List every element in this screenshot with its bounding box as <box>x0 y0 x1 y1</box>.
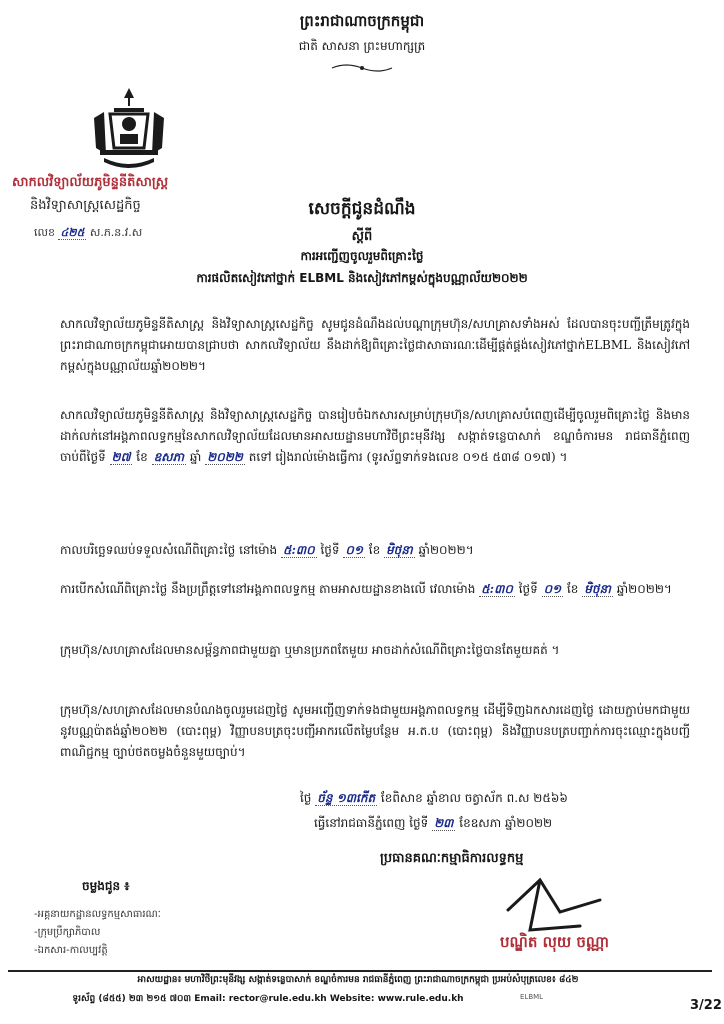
paragraph-documents <box>60 405 690 468</box>
subject-line-2: ការផលិតសៀវភៅថ្នាក់ ELBML និងសៀវភៅកម្ពស់ក្នុងបណ្ណាល័យ២០២២ <box>196 271 528 285</box>
handwritten-month: ឧសភា <box>153 450 185 464</box>
text-span: ថ្ងៃ <box>300 791 312 805</box>
ornament-divider-icon <box>330 62 394 74</box>
paragraph-deadline <box>60 540 690 561</box>
handwritten-day: ០១ <box>345 543 363 557</box>
text-span: ខែ <box>368 543 381 557</box>
text-span: ខែឧសភា ឆ្នាំ២០២២ <box>459 816 553 830</box>
handwritten-time: ៥:៣០ <box>282 543 315 557</box>
ref-label: លេខ <box>34 226 55 239</box>
footer-tiny-note: ELBML <box>520 993 544 1001</box>
paragraph-intro: សាកលវិទ្យាល័យភូមិន្ទនីតិសាស្ត្រ និងវិទ្យាសាស្ត្រសេដ្ឋកិច្ច សូមជូនដំណឹងដល់បណ្តាក្រុមហ៊ុន/សហគ្រាសទាំងអស់ ដែលបានចុះបញ្ជីត្រឹមត្រូវក្នុងព្រះរាជាណាចក្រកម្ពុជាអោយបានជ្រាបថា សាកលវិទ្យាល័យ នឹងដាក់ឱ្យពិគ្រោះថ្លៃជាសាធារណៈដើម្បីផ្គត់ផ្គង់សៀវភៅថ្នាក់ELBML និងសៀវភៅកម្ពស់ក្នុងបណ្ណាល័យឆ្នាំ២០២២។ <box>60 317 690 373</box>
subject-label: ស្តីពី <box>351 229 373 244</box>
text-span: ខែ <box>136 450 148 464</box>
text-span: ធ្វើនៅរាជធានីភ្នំពេញ ថ្ងៃទី <box>314 816 429 830</box>
lunar-date <box>300 790 700 808</box>
handwritten-month: មិថុនា <box>386 543 413 557</box>
subject-line-1: ការអញ្ជើញចូលរួមពិគ្រោះថ្លៃ <box>300 249 424 263</box>
page-number: 3/22 <box>690 998 722 1013</box>
footer-divider <box>8 970 712 972</box>
text-span: ការបើកសំណើពិគ្រោះថ្លៃ នឹងប្រព្រឹត្តទៅនៅអង្គភាពលទ្ធកម្ម តាមអាសយដ្ឋានខាងលើ វេលាម៉ោង <box>60 582 476 596</box>
footer-address: អាសយដ្ឋាន៖ មហាវិថីព្រះមុនីវង្ស សង្កាត់ទន្លេបាសាក់ ខណ្ឌចំការមន រាជធានីភ្នំពេញ ព្រះរាជាណាចក្រកម្ពុជា ប្រអប់សំបុត្រលេខ៖ ៨៤២ <box>137 975 579 985</box>
text-span: ខែ <box>566 582 579 596</box>
text-span: តទៅ រៀងរាល់ម៉ោងធ្វើការ (ទូរស័ព្ទទាក់ទងលេខ ០១៥ ៥៣៨ ០១៧) ។ <box>248 450 568 464</box>
cc-label: ចម្លងជូន ៖ <box>82 879 130 893</box>
text-span: កាលបរិច្ឆេទឈប់ទទួលសំណើពិគ្រោះថ្លៃ នៅម៉ោង <box>60 543 278 557</box>
notice-title: សេចក្តីជូនដំណឹង <box>308 199 416 219</box>
solar-date <box>314 815 700 833</box>
signatory-title: ប្រធានគណៈកម្មាធិការលទ្ធកម្ម <box>380 851 524 866</box>
national-motto: ជាតិ សាសនា ព្រះមហាក្សត្រ <box>298 39 426 53</box>
handwritten-day: ២៧ <box>111 450 131 464</box>
handwritten-day: ០១ <box>543 582 562 596</box>
text-span: ឆ្នាំ២០២២។ <box>616 582 672 596</box>
cc-item: -ក្រុមប្រឹក្សាភិបាល <box>34 927 101 938</box>
handwritten-month: មិថុនា <box>584 582 611 596</box>
cc-item: -អគ្គនាយកដ្ឋានលទ្ធកម្មសាធារណៈ <box>34 909 161 920</box>
handwritten-year: ២០២២ <box>207 450 243 464</box>
handwritten-lunar-day: ច័ន្ទ ១៣កើត <box>317 791 376 805</box>
handwritten-time: ៥:៣០ <box>481 582 513 596</box>
text-span: ថ្ងៃទី <box>320 543 340 557</box>
ref-number-handwritten: ៤២៥ <box>60 226 85 239</box>
ref-suffix: ស.ភ.ន.វ.ស <box>89 226 143 239</box>
kingdom-title: ព្រះរាជាណាចក្រកម្ពុជា <box>299 12 425 30</box>
paragraph-requirements: ក្រុមហ៊ុន/សហគ្រាសដែលមានបំណងចូលរួមដេញថ្លៃ សូមអញ្ជើញទាក់ទងជាមួយអង្គភាពលទ្ធកម្ម ដើម្បីទិញឯកសារដេញថ្លៃ ដោយភ្ជាប់មកជាមួយនូវបណ្ណប៉ាតង់ឆ្នាំ២០២២ (បោះពុម្ព) វិញ្ញាបនបត្រចុះបញ្ជីអាករលើតម្លៃបន្ថែម អ.ត.ប (បោះពុម្ព) និងវិញ្ញាបនបត្របញ្ជាក់ការចុះឈ្មោះក្នុងបញ្ជីពាណិជ្ជកម្ម ច្បាប់ថតចម្លងចំនួនមួយច្បាប់។ <box>60 703 690 759</box>
faculty-name: និងវិទ្យាសាស្ត្រសេដ្ឋកិច្ច <box>30 198 141 213</box>
text-span: ឆ្នាំ <box>189 450 202 464</box>
text-span: ឆ្នាំ២០២២។ <box>418 543 474 557</box>
cc-list <box>34 906 161 960</box>
text-span: សាកលវិទ្យាល័យភូមិន្ទនីតិសាស្ត្រ និងវិទ្យាសាស្ត្រសេដ្ឋកិច្ច បានរៀបចំឯកសារសម្រាប់ក្រុមហ៊ុន/សហគ្រាសបំពេញដើម្បីចូលរួមពិគ្រោះថ្លៃ និងមានដាក់លក់នៅអង្គភាពលទ្ធកម្មនៃសាកលវិទ្យាល័យដែលមានអាសយដ្ឋានមហាវិថីព្រះមុនីវង្ស សង្កាត់ទន្លេបាសាក់ ខណ្ឌចំការមន រាជធានីភ្នំពេញ ចាប់ពីថ្ងៃទី <box>60 408 690 464</box>
cc-item: -ឯកសារ-កាលប្បវត្តិ <box>34 945 108 956</box>
university-name: សាកលវិទ្យាល័យភូមិន្ទនីតិសាស្ត្រ <box>12 175 169 190</box>
text-span: ខែពិសាខ ឆ្នាំខាល ចត្វាស័ក ព.ស ២៥៦៦ <box>380 791 568 805</box>
university-logo-icon <box>84 84 174 172</box>
signatory-name: បណ្ឌិត លុយ ចណ្ណា <box>500 933 609 951</box>
paragraph-opening <box>60 579 690 600</box>
text-span: ថ្ងៃទី <box>518 582 538 596</box>
paragraph-affiliation: ក្រុមហ៊ុន/សហគ្រាសដែលមានសម្ព័ន្ធភាពជាមួយគ្នា ឬមានប្រភពតែមួយ អាចដាក់សំណើពិគ្រោះថ្លៃបានតែមួយគត់ ។ <box>60 643 560 657</box>
footer-contact: ទូរស័ព្ទ (៨៥៥) ២៣ ២១៥ ៧០៣ Email: rector@rule.edu.kh Website: www.rule.edu.kh <box>72 994 464 1004</box>
handwritten-solar-day: ២៣ <box>434 816 454 830</box>
